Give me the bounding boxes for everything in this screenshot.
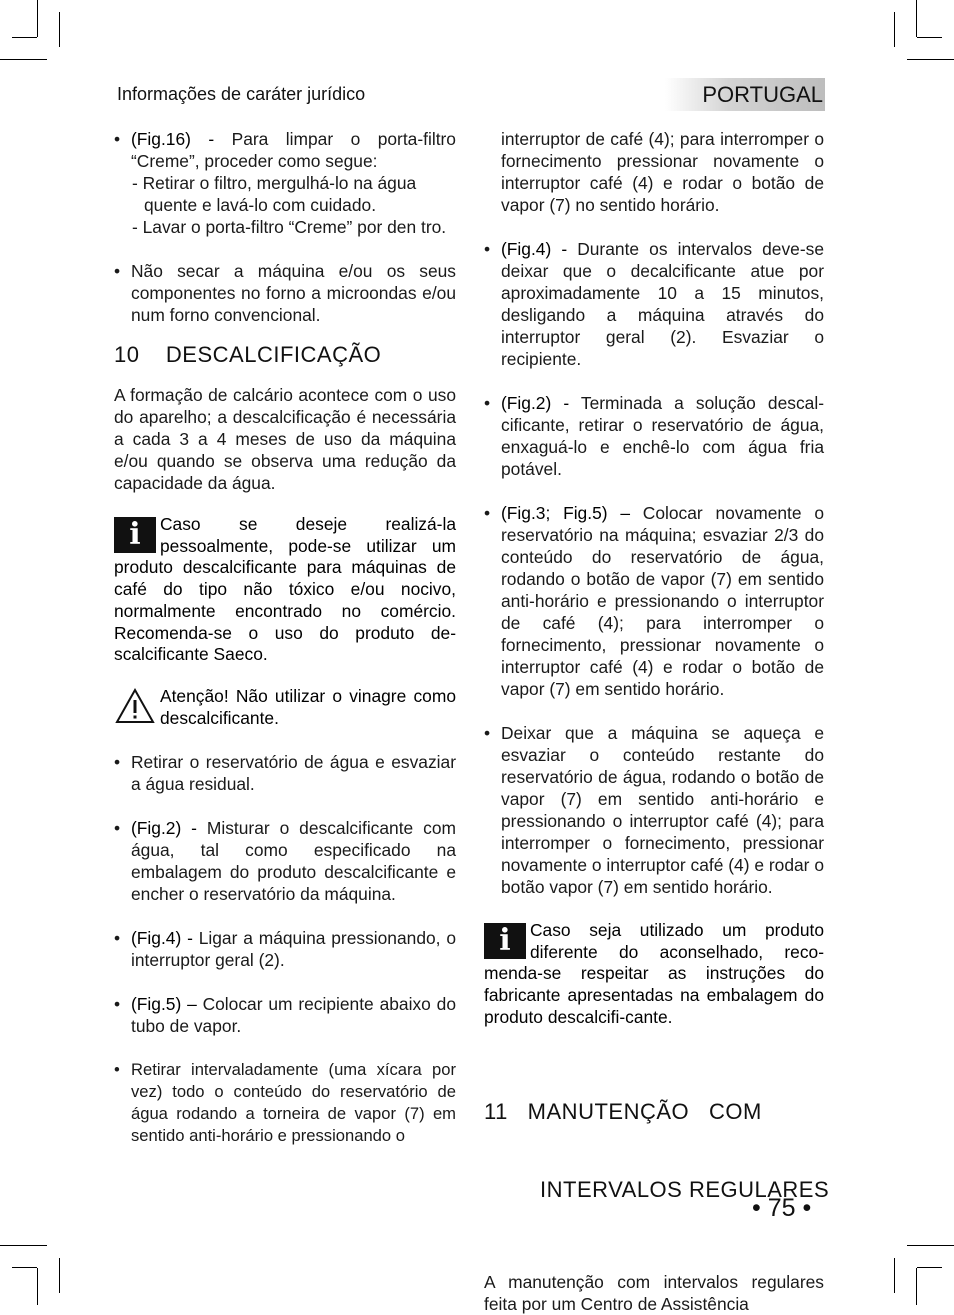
- list-item-text: Misturar o descalcificante com água, tal como especificado na embalagem do produto descalcificante e encher o reservatório da máquina.: [131, 818, 456, 905]
- page-number: • 75 •: [752, 1194, 812, 1222]
- crop-mark: [12, 1267, 37, 1268]
- crop-mark: [12, 37, 37, 38]
- crop-mark: [894, 1258, 895, 1293]
- list-item: • Não secar a máquina e/ou os seus componentes no forno a microondas e/ou num forno convencional.: [114, 260, 456, 326]
- crop-mark: [917, 37, 942, 38]
- info-note-text: Caso seja utilizado um produto diferente do aconselhado, reco-menda-se respeitar as instruções do fabricante apresentadas na embalagem do produto descalcifi-cante.: [484, 920, 824, 1027]
- fig-ref: (Fig.4) -: [131, 928, 193, 949]
- fig-ref: (Fig.5) –: [131, 994, 197, 1015]
- crop-mark: [0, 1245, 47, 1246]
- list-item: • Retirar intervaladamente (uma xícara por vez) todo o conteúdo do reservatório de água rodando a torneira de vapor (7) em sentido anti-horário e pressionando o: [114, 1059, 456, 1147]
- list-item: [114, 128, 456, 172]
- list-item: [484, 392, 824, 480]
- info-icon: i: [484, 923, 526, 959]
- fig-ref: (Fig.4) -: [501, 239, 568, 259]
- crop-mark: [907, 59, 954, 60]
- warning-triangle-icon: [114, 686, 156, 726]
- list-item-text: Colocar um recipiente abaixo do tubo de vapor.: [131, 994, 456, 1037]
- info-icon: i: [114, 517, 156, 553]
- crop-mark: [37, 1268, 38, 1305]
- info-note: [484, 920, 824, 1029]
- section-heading-line: 11 MANUTENÇÃO COM: [484, 1098, 762, 1124]
- crop-mark: [37, 0, 38, 37]
- crop-mark: [59, 1258, 60, 1293]
- sub-list-item: - Lavar o porta-filtro “Creme” por den tro.: [132, 217, 447, 237]
- section-heading: 10 DESCALCIFICAÇÃO: [114, 342, 382, 367]
- list-item-text: Terminada a solução descal-cificante, retirar o reservatório de água, enxaguá-lo e enchê-lo com água fria potável.: [501, 393, 824, 479]
- list-item-continuation: interruptor de café (4); para interromper o fornecimento pressionar novamente o interruptor café (4) e rodar o botão de vapor (7) no sentido horário.: [501, 129, 824, 215]
- warning-note-text: Atenção! Não utilizar o vinagre como descalcificante.: [160, 685, 456, 728]
- list-item: [484, 502, 824, 700]
- list-item: [114, 817, 456, 905]
- section-intro: A formação de calcário acontece com o uso do aparelho; a descalcificação é necessária a cada 3 a 4 meses de uso da máquina e/ou quando se observa uma redução da capacidade da água.: [114, 385, 456, 493]
- left-column: [114, 128, 456, 1147]
- section-intro: A manutenção com intervalos regulares feita por um Centro de Assistência: [484, 1271, 824, 1314]
- list-item: [114, 993, 456, 1037]
- list-item-text: Durante os intervalos deve-se deixar que o decalcificante atue por aproximadamente 10 a 15 minutos, desligando a máquina através do interruptor geral (2). Esvaziar o recipiente.: [501, 239, 824, 369]
- crop-mark: [916, 0, 917, 37]
- list-item: [484, 238, 824, 370]
- crop-mark: [894, 12, 895, 47]
- country-label: PORTUGAL: [702, 82, 823, 107]
- section-heading: [484, 1047, 830, 1255]
- crop-mark: [917, 1267, 942, 1268]
- crop-mark: [916, 1268, 917, 1305]
- list-item-text: Colocar novamente o reservatório na máquina; esvaziar 2/3 do conteúdo do reservatório de água, rodando o botão de vapor (7) em sentido anti-horário e pressionando o interruptor de café (4); para interromper o fornecimento, pressionar novamente o interruptor café (4) e rodar o botão de vapor (7) em sentido horário.: [501, 503, 825, 699]
- crop-mark: [59, 12, 60, 47]
- warning-note: [114, 686, 456, 729]
- list-item: • Retirar o reservatório de água e esvaziar a água residual.: [114, 751, 456, 795]
- sub-list-item: - Retirar o filtro, mergulhá-lo na água quente e lavá-lo com cuidado.: [132, 173, 417, 215]
- list-item-text: Ligar a máquina pressionando, o interruptor geral (2).: [131, 928, 456, 971]
- info-note-text: Caso se deseje realizá-la pessoalmente, pode-se utilizar um produto descalcificante para máquinas de café do tipo não tóxico e/ou nocivo, normalmente encontrado no comércio. Recomenda-se o uso do produto de-scalcificante Saeco.: [114, 514, 456, 665]
- crop-mark: [907, 1245, 954, 1246]
- fig-ref: (Fig.2) -: [131, 818, 197, 839]
- fig-ref: (Fig.2) -: [501, 393, 570, 413]
- list-item-text: Para limpar o porta-filtro “Creme”, proceder como segue:: [131, 129, 456, 171]
- section-heading-line: INTERVALOS REGULARES: [540, 1176, 830, 1202]
- crop-mark: [0, 59, 47, 60]
- fig-ref: (Fig.3; Fig.5) –: [501, 503, 630, 523]
- list-item: [114, 927, 456, 971]
- right-column: [484, 128, 830, 1315]
- info-note: [114, 514, 456, 666]
- list-item: • Deixar que a máquina se aqueça e esvaziar o conteúdo restante do reservatório de água, rodando o botão de vapor (7) em sentido anti-horário e pressionando o interruptor café (4); para interromper o fornecimento, pressionar novamente o interruptor café (4) e rodar o botão vapor (7) em sentido horário.: [484, 722, 824, 898]
- running-header-left: Informações de caráter jurídico: [117, 84, 366, 104]
- running-header-country: [665, 78, 825, 111]
- fig-ref: (Fig.16) -: [131, 129, 215, 149]
